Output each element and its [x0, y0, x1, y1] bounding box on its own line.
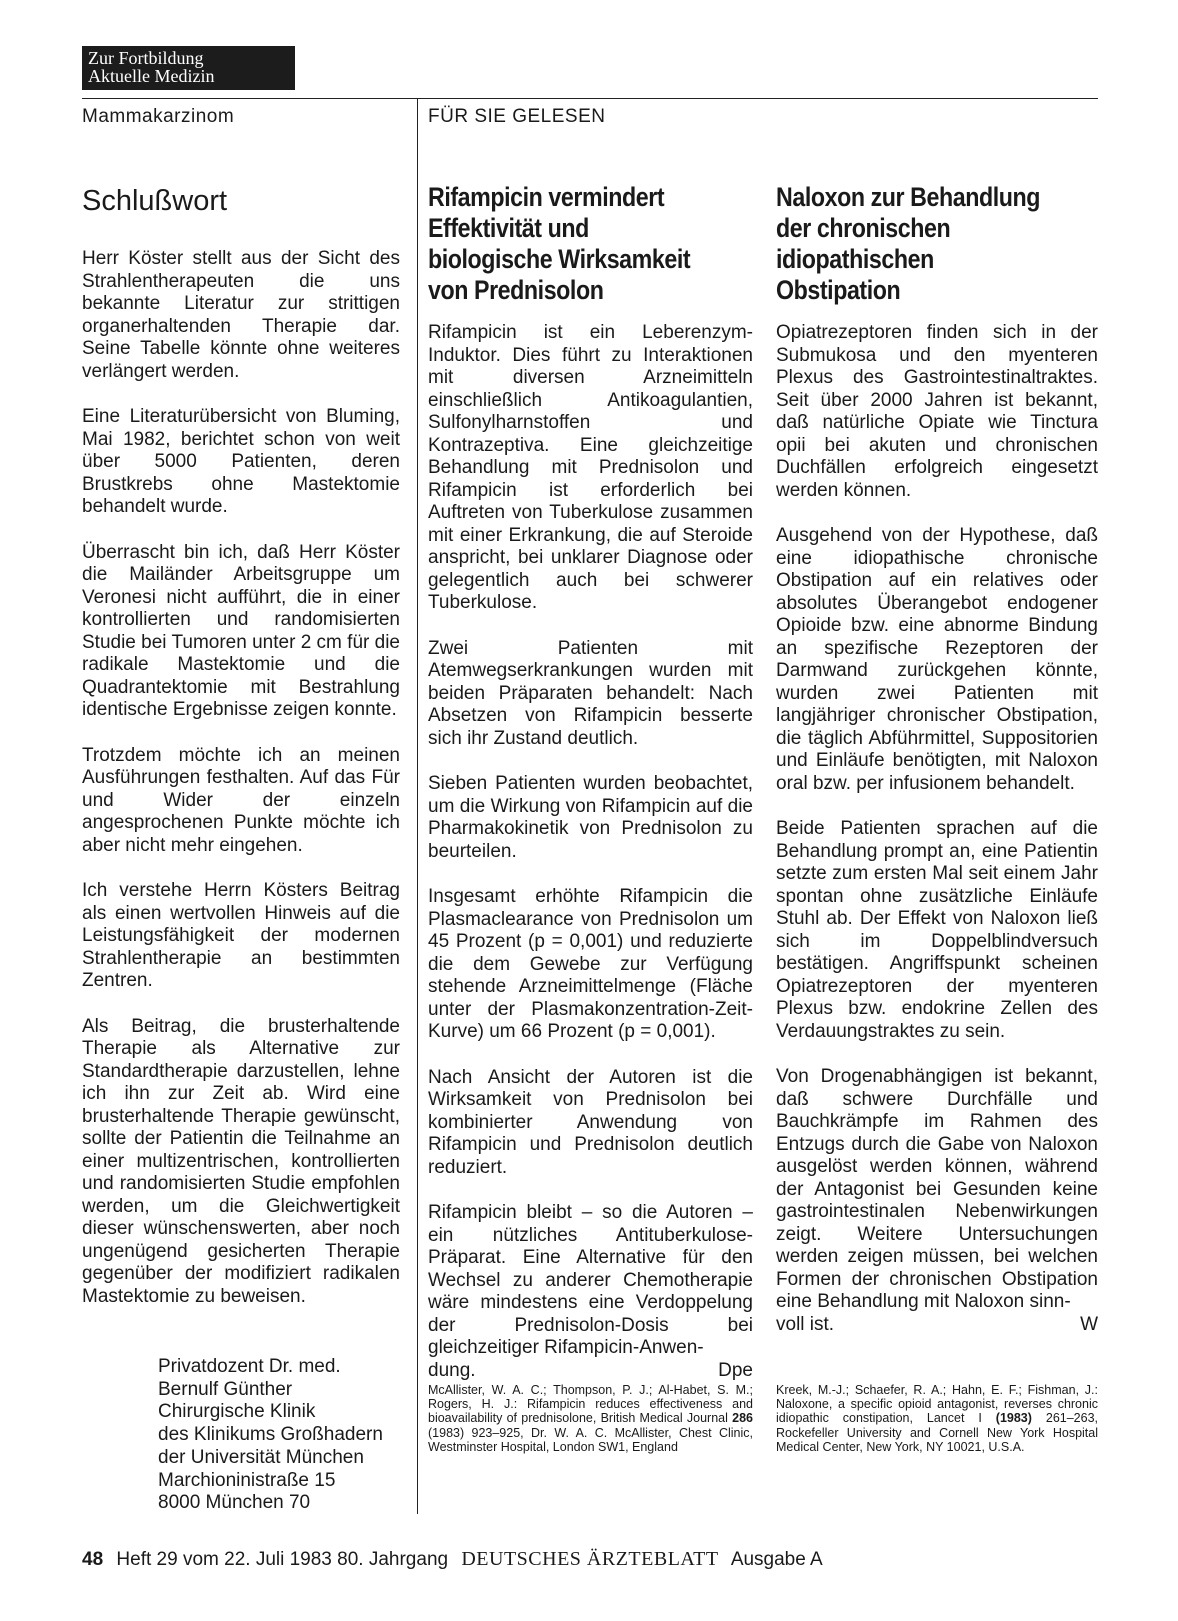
- header-line-2: Aktuelle Medizin: [88, 66, 215, 86]
- issue-info: Heft 29 vom 22. Juli 1983 80. Jahrgang: [116, 1549, 449, 1570]
- reference-text: McAllister, W. A. C.; Thompson, P. J.; Al-Habet, S. M.; Rogers, H. J.: Rifampicin reduces effectiveness and bioavailability of prednisolone, British Medical Journal: [428, 1383, 753, 1426]
- page-footer: [82, 1548, 823, 1571]
- right-paragraph: Beide Patienten sprachen auf die Behandlung prompt an, eine Patientin setzte zum ersten Mal seit einem Jahr spontan ohne zusätzliche Einläufe Stuhl ab. Der Effekt von Naloxon ließ sich im Doppelblindversuch bestätigen. Angriffspunkt scheinen Opiatrezeptoren der myenteren Plexus bzw. endokrine Zellen des Verdauungstraktes zu sein.: [776, 818, 1098, 1042]
- signature-line: der Universität München: [158, 1446, 364, 1468]
- middle-paragraph: Sieben Patienten wurden beobachtet, um die Wirkung von Rifampicin auf die Pharmakokinetik von Prednisolon zu beurteilen.: [428, 773, 753, 862]
- author-signature: [158, 1356, 383, 1515]
- signature-line: Bernulf Günther: [158, 1378, 293, 1400]
- middle-paragraph: Zwei Patienten mit Atemwegserkrankungen wurden mit beiden Präparaten behandelt: Nach Absetzen von Rifampicin besserte sich ihr Zustand deutlich.: [428, 637, 753, 749]
- right-closing-line: [776, 1314, 1098, 1337]
- title-line: Obstipation: [776, 275, 901, 305]
- section-header-box: [82, 46, 295, 90]
- middle-paragraph: Nach Ansicht der Autoren ist die Wirksamkeit von Prednisolon bei kombinierter Anwendung von Rifampicin und Prednisolon deutlich reduziert.: [428, 1066, 753, 1178]
- left-paragraph: Als Beitrag, die brusterhaltende Therapie als Alternative zur Standardtherapie darzustellen, lehne ich ihn zur Zeit ab. Wird eine brusterhaltende Therapie gewünscht, sollte der Patientin die Teilnahme an einer multizentrischen, kontrollierten und randomisierten Studie empfohlen werden, um die Gleichwertigkeit dieser wünschenswerten, aber noch ungenügend gesicherten Therapie gegenüber der modifiziert radikalen Mastektomie zu beweisen.: [82, 1015, 400, 1307]
- reference-text: 261–263, Rockefeller University and Cornell New York Hospital Medical Center, New York, NY 10021, U.S.A.: [776, 1411, 1098, 1454]
- signature-line: Chirurgische Klinik: [158, 1401, 316, 1423]
- reference-volume: (1983): [995, 1411, 1032, 1426]
- reference-text: (1983) 923–925, Dr. W. A. C. McAllister, Chest Clinic, Westminster Hospital, London SW1, England: [428, 1425, 753, 1454]
- reference-volume: 286: [732, 1411, 753, 1426]
- left-paragraph: Herr Köster stellt aus der Sicht des Strahlentherapeuten die uns bekannte Literatur zur strittigen organerhaltenden Therapie dar. Seine Tabelle könnte ohne weiteres verlängert werden.: [82, 248, 400, 382]
- title-line: idiopathischen: [776, 244, 934, 274]
- title-line: der chronischen: [776, 213, 951, 243]
- author-initials: W: [1080, 1313, 1098, 1335]
- title-line: Effektivität und: [428, 213, 589, 243]
- left-paragraph: Ich verstehe Herrn Kösters Beitrag als einen wertvollen Hinweis auf die Leistungsfähigkeit der modernen Strahlentherapie an bestimmten Zentren.: [82, 880, 400, 991]
- middle-article-title: [428, 182, 738, 306]
- right-paragraph: Ausgehend von der Hypothese, daß eine idiopathische chronische Obstipation auf ein relatives oder absolutes Überangebot endogener Opioide bzw. eine abnorme Bindung an spezifische Rezeptoren der Darmwand zurückgehen könnte, wurden zwei Patienten mit langjähriger chronischer Obstipation, die täglich Abführmittel, Suppositorien und Einläufe benötigten, mit Naloxon oral bzw. per infusionem behandelt.: [776, 525, 1098, 794]
- middle-paragraph: Rifampicin ist ein Leberenzym-Induktor. Dies führt zu Interaktionen mit diversen Arzneimitteln einschließlich Antikoagulantien, Sulfonylharnstoffen und Kontrazeptiva. Eine gleichzeitige Behandlung mit Prednisolon und Rifampicin ist erforderlich bei Auftreten von Tuberkulose zusammen mit einer Erkrankung, die auf Steroide anspricht, bei unklarer Diagnose oder gelegentlich auch bei schwerer Tuberkulose.: [428, 322, 753, 613]
- edition-info: Ausgabe A: [730, 1549, 823, 1570]
- title-line: biologische Wirksamkeit: [428, 244, 691, 274]
- middle-reference: [428, 1383, 753, 1454]
- middle-paragraph: Insgesamt erhöhte Rifampicin die Plasmaclearance von Prednisolon um 45 Prozent (p = 0,001) und reduzierte die dem Gewebe zur Verfügung stehende Arzneimittelmenge (Fläche unter der Plasmakonzentration-Zeit-Kurve) um 66 Prozent (p = 0,001).: [428, 886, 753, 1042]
- right-paragraph: Von Drogenabhängigen ist bekannt, daß schwere Durchfälle und Bauchkrämpfe im Rahmen des Entzugs durch die Gabe von Naloxon ausgelöst werden können, während der Antagonist bei Gesunden keine gastrointestinalen Nebenwirkungen zeigt. Weitere Untersuchungen werden zeigen müssen, bei welchen Formen der chronischen Obstipation eine Behandlung mit Naloxon sinn-: [776, 1066, 1098, 1312]
- top-rule: [82, 98, 1098, 99]
- right-article-body: [776, 322, 1098, 1336]
- signature-line: Privatdozent Dr. med.: [158, 1356, 341, 1377]
- signature-line: des Klinikums Großhadern: [158, 1424, 383, 1446]
- closing-text: voll ist.: [776, 1313, 835, 1335]
- reference-text: Kreek, M.-J.; Schaefer, R. A.; Hahn, E. F.; Fishman, J.: Naloxone, a specific opioid antagonist, reverses chronic idiopathic constipation, Lancet I: [776, 1383, 1098, 1426]
- page-number: 48: [82, 1549, 104, 1570]
- closing-text: dung.: [428, 1359, 476, 1381]
- left-paragraph: Trotzdem möchte ich an meinen Ausführungen festhalten. Auf das Für und Wider der einzeln angesprochenen Punkte möchte ich aber nicht mehr eingehen.: [82, 744, 400, 856]
- left-paragraph: Eine Literaturübersicht von Bluming, Mai 1982, berichtet schon von weit über 5000 Patienten, deren Brustkrebs ohne Mastektomie behandelt wurde.: [82, 406, 400, 517]
- title-line: Naloxon zur Behandlung: [776, 182, 1041, 212]
- left-paragraph: Überrascht bin ich, daß Herr Köster die Mailänder Arbeitsgruppe um Veronesi nicht aufführt, die in einer kontrollierten und randomisierten Studie bei Tumoren unter 2 cm für die radikale Mastektomie und die Quadrantektomie mit Bestrahlung identische Ergebnisse zeigen konnte.: [82, 541, 400, 720]
- title-line: Rifampicin vermindert: [428, 182, 665, 212]
- signature-line: Marchioninistraße 15: [158, 1469, 336, 1491]
- left-article-title: Schlußwort: [82, 185, 228, 217]
- topic-label: Mammakarzinom: [82, 106, 235, 127]
- journal-name: DEUTSCHES ÄRZTEBLATT: [461, 1548, 719, 1570]
- middle-paragraph: Rifampicin bleibt – so die Autoren – ein nützliches Antituberkulose-Präparat. Eine Alternative für den Wechsel zu anderer Chemotherapie wäre mindestens eine Verdoppelung der Prednisolon-Dosis bei gleichzeitiger Rifampicin-Anwen-: [428, 1202, 753, 1358]
- middle-closing-line: [428, 1360, 753, 1383]
- right-paragraph: Opiatrezeptoren finden sich in der Submukosa und den myenteren Plexus des Gastrointestinaltraktes. Seit über 2000 Jahren ist bekannt, daß natürliche Opiate wie Tinctura opii bei akuten und chronischen Duchfällen erfolgreich eingesetzt werden können.: [776, 322, 1098, 501]
- signature-line: 8000 München 70: [158, 1492, 311, 1514]
- title-line: von Prednisolon: [428, 275, 604, 305]
- section-label: FÜR SIE GELESEN: [428, 106, 606, 127]
- header-line-1: Zur Fortbildung: [88, 48, 204, 68]
- middle-article-body: [428, 322, 753, 1382]
- column-divider: [417, 99, 418, 1514]
- author-initials: Dpe: [718, 1359, 753, 1381]
- right-reference: [776, 1383, 1098, 1454]
- right-article-title: [776, 182, 1086, 306]
- left-article-body: [82, 248, 400, 1331]
